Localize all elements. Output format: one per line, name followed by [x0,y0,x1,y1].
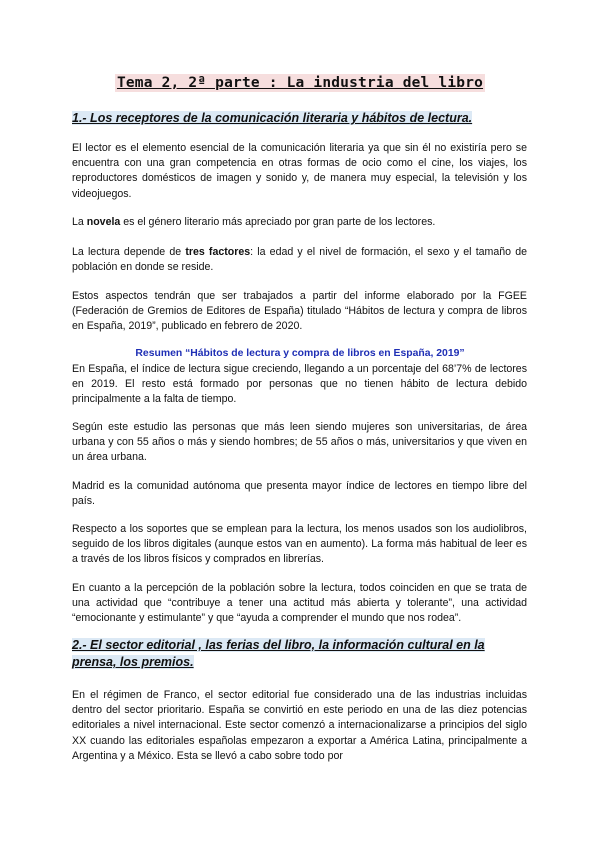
section-2-paragraph-1: En el régimen de Franco, el sector editorial fue considerado una de las industrias incluidas dentro del sector prioritario. España se convirtió en este periodo en una de las diez potencias editoriales a nivel internacional. Este sector comenzó a internacionalizarse a principios del siglo XX cuando las editoriales españolas empezaron a exportar a América Latina, principalmente a Argentina y a México. Esta se llevó a cabo sobre todo por [72,689,527,762]
page-title-text: Tema 2, 2ª parte : La industria del libro [116,75,484,91]
section-1-paragraph-9: En cuanto a la percepción de la población sobre la lectura, todos coinciden en que se trata de una actividad que “contribuye a tener una actitud más abierta y tolerante”, una actividad “emocionante y estimulante” y que “ayuda a comprender el mundo que nos rodea”. [72,582,527,625]
section-1-paragraph-2 [72,215,527,230]
page-title [0,74,600,92]
p2-pre: La [72,216,87,228]
section-1-heading [72,110,528,127]
section-2-heading [72,637,528,671]
section-1-paragraph-7: Madrid es la comunidad autónoma que presenta mayor índice de lectores en tiempo libre del país. [72,480,527,508]
section-1-paragraph-5: En España, el índice de lectura sigue creciendo, llegando a un porcentaje del 68’7% de lectores en 2019. El resto está formado por personas que no tienen hábito de lectura debido principalmente a la falta de tiempo. [72,363,527,406]
p3-pre: La lectura depende de [72,246,186,258]
section-1-paragraph-3 [72,245,527,275]
section-1-paragraph-8: Respecto a los soportes que se emplean para la lectura, los menos usados son los audiolibros, seguido de los libros digitales (aunque estos van en aumento). La forma más habitual de leer es a través de los libros físicos y comprados en librerías. [72,523,527,566]
section-1-paragraph-6: Según este estudio las personas que más leen siendo mujeres son universitarias, de área urbana y con 55 años o más y siendo hombres; de 55 años o más, universitarios y que viven en un área urbana. [72,421,527,464]
p2-bold: novela [86,216,121,228]
p3-bold: tres factores [185,246,251,258]
section-2-heading-text: 2.- El sector editorial , las ferias del libro, la información cultural en la prensa, los premios. [72,638,485,669]
section-1-paragraph-1: El lector es el elemento esencial de la comunicación literaria ya que sin él no existiría pero se encuentra con una gran competencia en otras formas de ocio como el cine, los viajes, los reproductores domésticos de imagen y sonido y, de manera muy especial, la televisión y los videojuegos. [72,142,527,200]
p2-post: es el género literario más apreciado por gran parte de los lectores. [120,216,436,228]
p3-post: : la edad y el nivel de formación, el sexo y el tamaño de población en donde se reside. [72,246,528,274]
section-1-heading-text: 1.- Los receptores de la comunicación literaria y hábitos de lectura. [72,111,473,125]
section-1-paragraph-4: Estos aspectos tendrán que ser trabajados a partir del informe elaborado por la FGEE (Federación de Gremios de Editores de España) titulado “Hábitos de lectura y compra de libros en España, 2019”, publicado en febrero de 2020. [72,290,527,333]
summary-title: Resumen “Hábitos de lectura y compra de libros en España, 2019” [135,348,465,359]
